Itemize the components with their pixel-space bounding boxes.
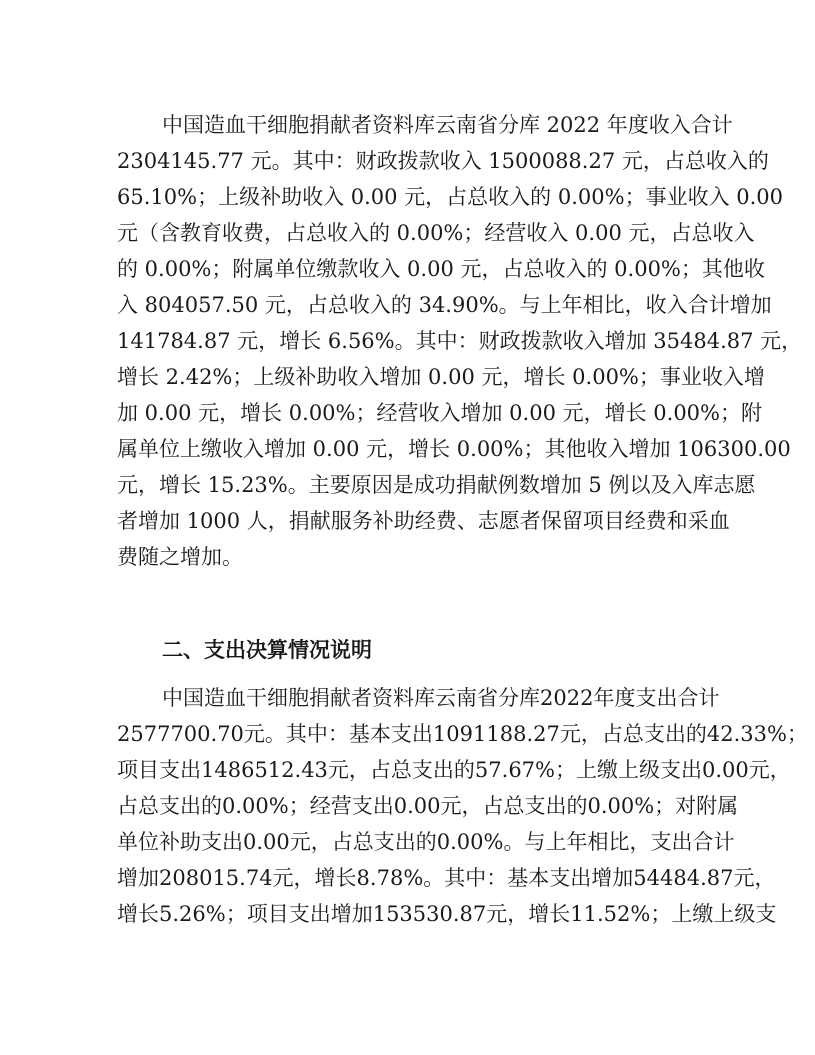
expense-line: 2577700.70元。其中：基本支出1091188.27元，占总支出的42.33%； (117, 722, 808, 746)
expense-line: 中国造血干细胞捐献者资料库云南省分库2022年度支出合计 (162, 686, 720, 710)
income-line: 元，增长 15.23%。主要原因是成功捐献例数增加 5 例以及入库志愿 (117, 473, 756, 497)
expense-line: 占总支出的0.00%；经营支出0.00元，占总支出的0.00%；对附属 (117, 794, 739, 818)
income-line: 增长 2.42%；上级补助收入增加 0.00 元，增长 0.00%；事业收入增 (117, 365, 765, 389)
income-line: 入 804057.50 元，占总收入的 34.90%。与上年相比，收入合计增加 (117, 293, 772, 317)
income-line: 属单位上缴收入增加 0.00 元，增长 0.00%；其他收入增加 106300.00 (117, 437, 791, 461)
income-line: 2304145.77 元。其中：财政拨款收入 1500088.27 元，占总收入的 (117, 149, 769, 173)
income-line: 中国造血干细胞捐献者资料库云南省分库 2022 年度收入合计 (162, 113, 733, 137)
expense-line: 增长5.26%；项目支出增加153530.87元，增长11.52%；上缴上级支 (117, 902, 777, 926)
income-line: 元（含教育收费，占总收入的 0.00%；经营收入 0.00 元，占总收入 (117, 221, 755, 245)
income-line: 141784.87 元，增长 6.56%。其中：财政拨款收入增加 35484.87 元， (117, 329, 803, 353)
income-line: 者增加 1000 人，捐献服务补助经费、志愿者保留项目经费和采血 (117, 509, 730, 533)
income-line: 加 0.00 元，增长 0.00%；经营收入增加 0.00 元，增长 0.00%；附 (117, 401, 762, 425)
expense-line: 增加208015.74元，增长8.78%。其中：基本支出增加54484.87元， (117, 866, 776, 890)
income-line: 费随之增加。 (117, 545, 243, 569)
expense-line: 单位补助支出0.00元，占总支出的0.00%。与上年相比，支出合计 (117, 830, 735, 854)
income-line: 65.10%；上级补助收入 0.00 元，占总收入的 0.00%；事业收入 0.00 (117, 185, 783, 209)
section-heading: 二、支出决算情况说明 (162, 638, 372, 662)
expense-line: 项目支出1486512.43元，占总支出的57.67%；上缴上级支出0.00元， (117, 758, 791, 782)
income-line: 的 0.00%；附属单位缴款收入 0.00 元，占总收入的 0.00%；其他收 (117, 257, 765, 281)
